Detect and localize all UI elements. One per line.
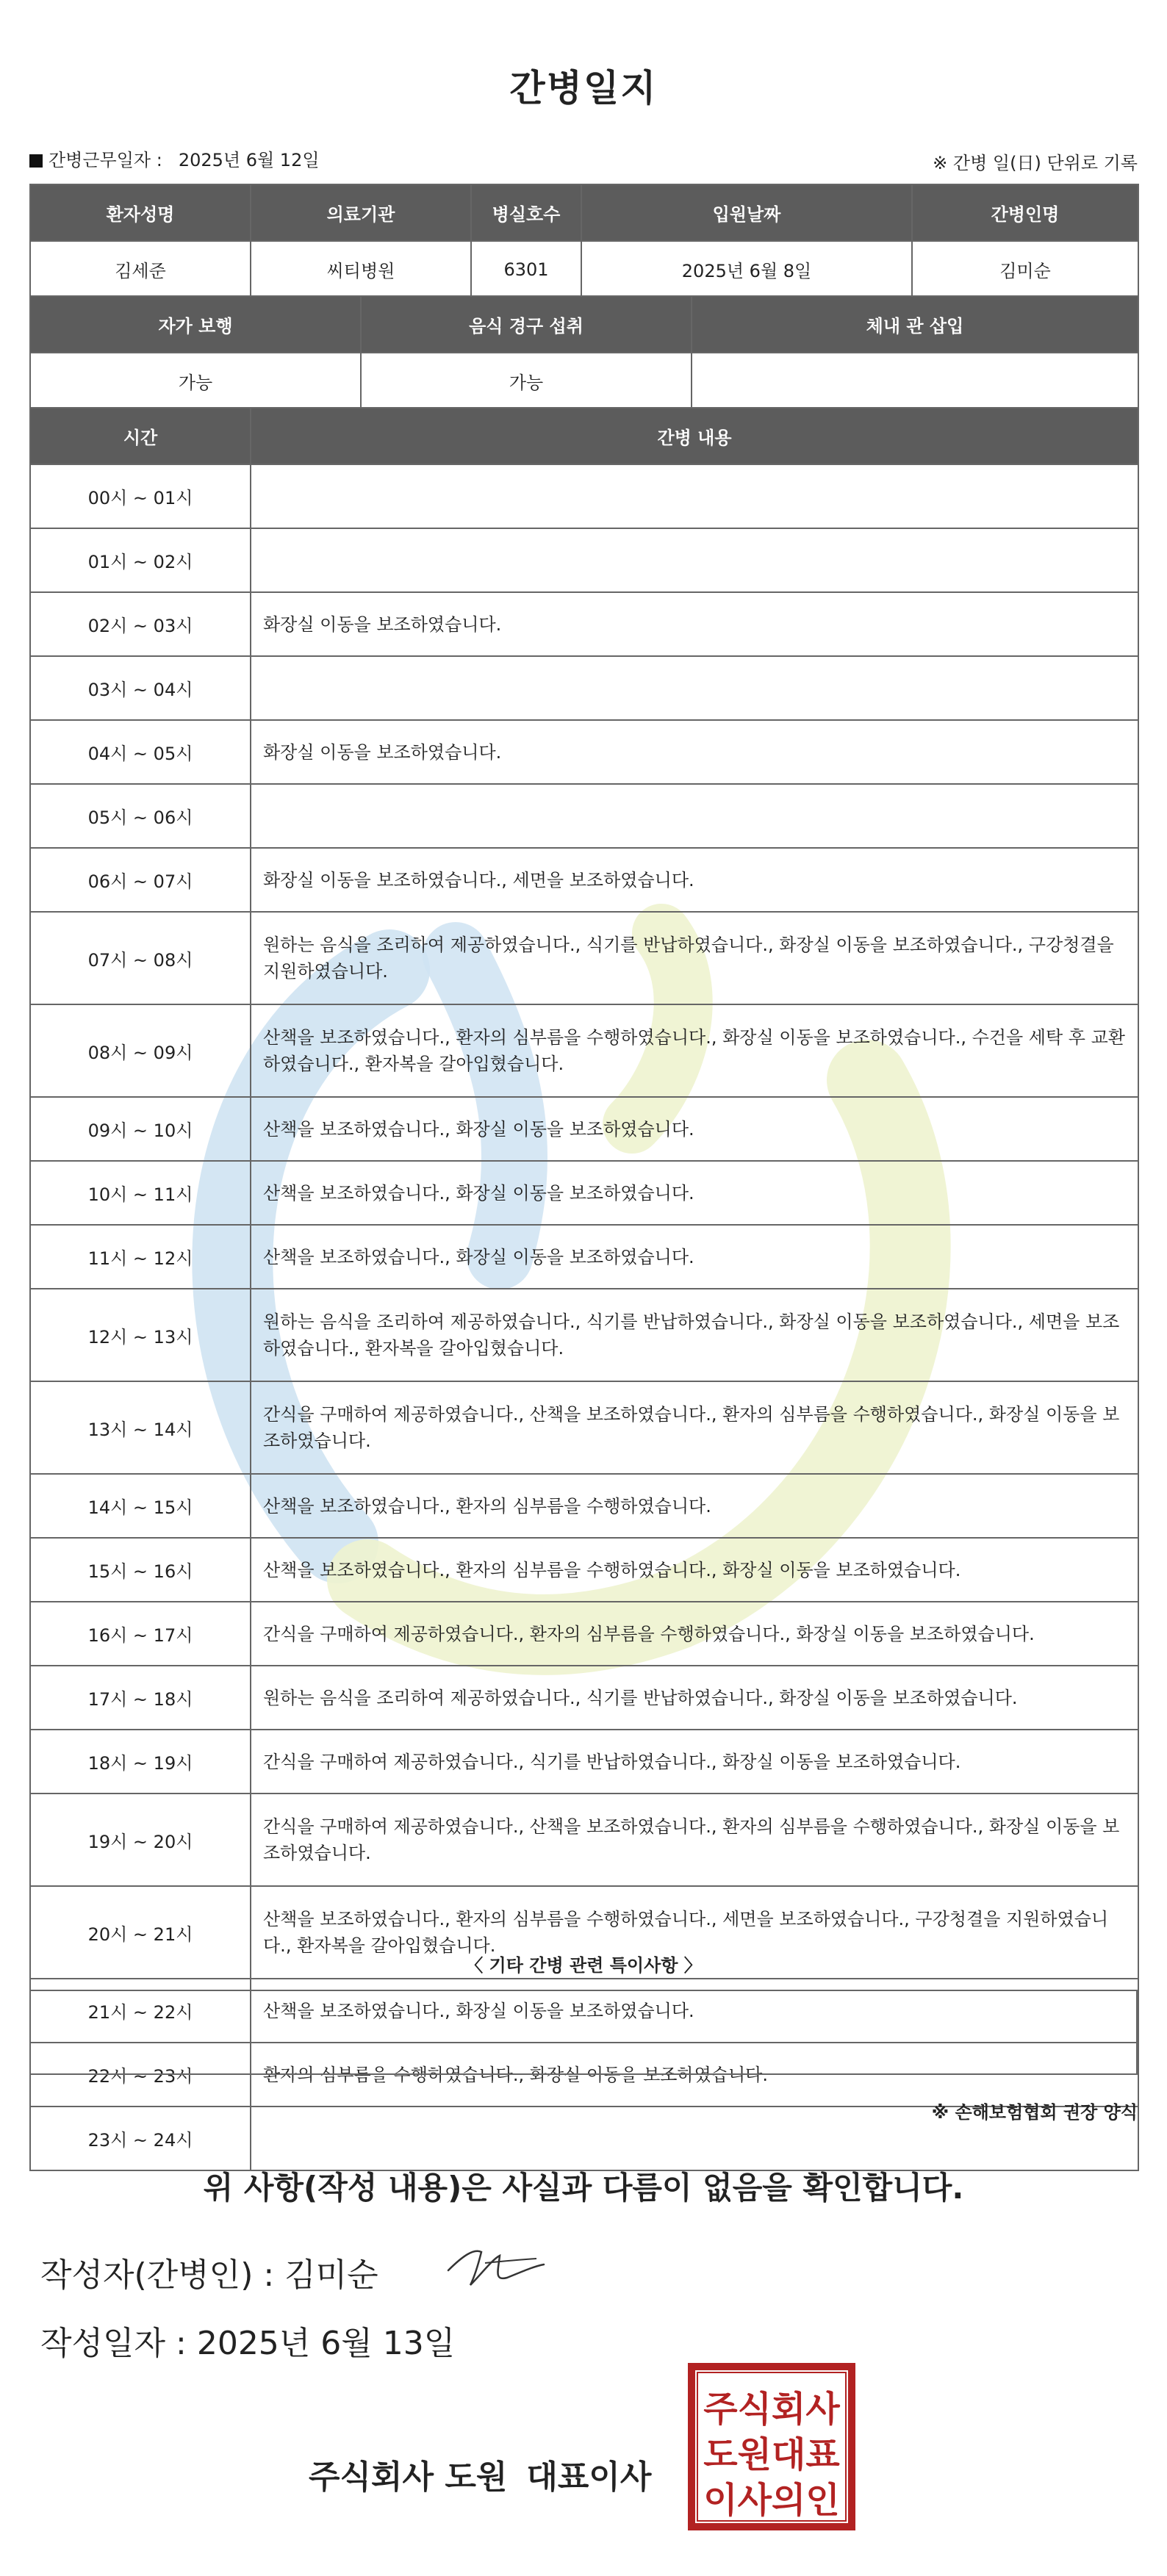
- header-self-walking: 자가 보행: [30, 296, 361, 353]
- time-cell: 02시 ~ 03시: [30, 592, 251, 656]
- time-cell: 17시 ~ 18시: [30, 1666, 251, 1730]
- patient-status-table: [29, 295, 1139, 410]
- content-cell: 산책을 보조하였습니다., 환자의 심부름을 수행하였습니다., 화장실 이동을 보조하였습니다.: [251, 1538, 1138, 1602]
- content-cell: 산책을 보조하였습니다., 화장실 이동을 보조하였습니다.: [251, 1225, 1138, 1289]
- room-number: 6301: [471, 241, 581, 298]
- header-room-number: 병실호수: [471, 184, 581, 241]
- time-cell: 08시 ~ 09시: [30, 1004, 251, 1097]
- work-date-value: 2025년 6월 12일: [178, 150, 320, 170]
- content-cell: [251, 784, 1138, 848]
- table-row: [30, 592, 1138, 656]
- content-cell: 산책을 보조하였습니다., 환자의 심부름을 수행하였습니다., 세면을 보조하였습니다., 구강청결을 지원하였습니다., 환자복을 갈아입혔습니다.: [251, 1886, 1138, 1979]
- time-cell: 22시 ~ 23시: [30, 2043, 251, 2107]
- content-cell: 화장실 이동을 보조하였습니다.: [251, 720, 1138, 784]
- header-caregiver-name: 간병인명: [912, 184, 1138, 241]
- content-cell: 원하는 음식을 조리하여 제공하였습니다., 식기를 반납하였습니다., 화장실 이동을 보조하였습니다., 세면을 보조하였습니다., 환자복을 갈아입혔습니다.: [251, 1289, 1138, 1381]
- content-cell: 간식을 구매하여 제공하였습니다., 산책을 보조하였습니다., 환자의 심부름을 수행하였습니다., 화장실 이동을 보조하였습니다.: [251, 1381, 1138, 1474]
- hospital-name: 씨티병원: [251, 241, 471, 298]
- written-date-label: 작성일자 :: [40, 2325, 187, 2362]
- recommended-form-note: ※ 손해보험협회 권장 양식: [931, 2102, 1138, 2123]
- content-cell: 산책을 보조하였습니다., 화장실 이동을 보조하였습니다.: [251, 1979, 1138, 2043]
- table-row: [30, 1538, 1138, 1602]
- time-cell: 15시 ~ 16시: [30, 1538, 251, 1602]
- special-notes-title: 〈 기타 간병 관련 특이사항 〉: [465, 1955, 702, 1976]
- table-row: [30, 528, 1138, 592]
- content-cell: 간식을 구매하여 제공하였습니다., 식기를 반납하였습니다., 화장실 이동을 보조하였습니다.: [251, 1730, 1138, 1794]
- time-cell: 04시 ~ 05시: [30, 720, 251, 784]
- seal-line-2: 도원대표: [703, 2434, 840, 2475]
- content-cell: [251, 656, 1138, 720]
- time-cell: 11시 ~ 12시: [30, 1225, 251, 1289]
- header-tube-insertion: 체내 관 삽입: [692, 296, 1138, 353]
- content-cell: 환자의 심부름을 수행하였습니다., 화장실 이동을 보조하였습니다.: [251, 2043, 1138, 2107]
- oral-intake-value: 가능: [361, 353, 692, 409]
- company-line: [309, 2450, 651, 2497]
- signature-icon: [441, 2234, 551, 2300]
- time-cell: 18시 ~ 19시: [30, 1730, 251, 1794]
- patient-info-table: [29, 184, 1139, 298]
- time-cell: 06시 ~ 07시: [30, 848, 251, 912]
- writer-line: [40, 2248, 378, 2295]
- representative-title: 대표이사: [526, 2458, 652, 2496]
- admission-date: 2025년 6월 8일: [581, 241, 912, 298]
- writer-label: 작성자(간병인) :: [40, 2256, 275, 2294]
- seal-line-3: 이사의인: [703, 2480, 840, 2521]
- table-row: [30, 848, 1138, 912]
- table-row: [30, 1225, 1138, 1289]
- header-patient-name: 환자성명: [30, 184, 251, 241]
- time-cell: 12시 ~ 13시: [30, 1289, 251, 1381]
- content-cell: 원하는 음식을 조리하여 제공하였습니다., 식기를 반납하였습니다., 화장실 이동을 보조하였습니다.: [251, 1666, 1138, 1730]
- content-cell: 화장실 이동을 보조하였습니다., 세면을 보조하였습니다.: [251, 848, 1138, 912]
- time-cell: 07시 ~ 08시: [30, 912, 251, 1004]
- content-cell: 간식을 구매하여 제공하였습니다., 산책을 보조하였습니다., 환자의 심부름을 수행하였습니다., 화장실 이동을 보조하였습니다.: [251, 1794, 1138, 1886]
- table-row: [30, 720, 1138, 784]
- content-cell: 원하는 음식을 조리하여 제공하였습니다., 식기를 반납하였습니다., 화장실 이동을 보조하였습니다., 구강청결을 지원하였습니다.: [251, 912, 1138, 1004]
- table-row: [30, 784, 1138, 848]
- header-hospital: 의료기관: [251, 184, 471, 241]
- table-row: [30, 912, 1138, 1004]
- table-row: [30, 1666, 1138, 1730]
- table-row: [30, 1161, 1138, 1225]
- time-cell: 23시 ~ 24시: [30, 2107, 251, 2170]
- self-walking-value: 가능: [30, 353, 361, 409]
- table-row: [30, 464, 1138, 528]
- table-row: [30, 1097, 1138, 1161]
- care-log-table: [29, 407, 1139, 2171]
- written-date-value: 2025년 6월 13일: [196, 2325, 456, 2362]
- header-oral-intake: 음식 경구 섭취: [361, 296, 692, 353]
- time-cell: 01시 ~ 02시: [30, 528, 251, 592]
- table-row: [30, 1381, 1138, 1474]
- content-cell: [251, 464, 1138, 528]
- content-cell: 간식을 구매하여 제공하였습니다., 환자의 심부름을 수행하였습니다., 화장실 이동을 보조하였습니다.: [251, 1602, 1138, 1666]
- special-notes-box: [29, 1990, 1138, 2075]
- time-cell: 03시 ~ 04시: [30, 656, 251, 720]
- content-cell: 산책을 보조하였습니다., 화장실 이동을 보조하였습니다.: [251, 1097, 1138, 1161]
- time-cell: 20시 ~ 21시: [30, 1886, 251, 1979]
- square-bullet-icon: [29, 154, 43, 168]
- header-time: 시간: [30, 408, 251, 464]
- header-admission-date: 입원날짜: [581, 184, 912, 241]
- seal-line-1: 주식회사: [703, 2389, 840, 2430]
- time-cell: 05시 ~ 06시: [30, 784, 251, 848]
- table-row: [30, 1730, 1138, 1794]
- table-row: [30, 1474, 1138, 1538]
- table-row: [30, 1602, 1138, 1666]
- tube-insertion-value: [692, 353, 1138, 409]
- time-cell: 19시 ~ 20시: [30, 1794, 251, 1886]
- time-cell: 00시 ~ 01시: [30, 464, 251, 528]
- table-row: [30, 1289, 1138, 1381]
- company-seal-icon: [687, 2362, 856, 2531]
- page-title: 간병일지: [509, 67, 658, 109]
- header-care-content: 간병 내용: [251, 408, 1138, 464]
- writer-name: 김미순: [284, 2256, 378, 2294]
- time-cell: 16시 ~ 17시: [30, 1602, 251, 1666]
- company-name: 주식회사 도원: [309, 2458, 508, 2496]
- patient-name: 김세준: [30, 241, 251, 298]
- content-cell: 화장실 이동을 보조하였습니다.: [251, 592, 1138, 656]
- caregiver-name: 김미순: [912, 241, 1138, 298]
- content-cell: 산책을 보조하였습니다., 환자의 심부름을 수행하였습니다.: [251, 1474, 1138, 1538]
- work-date-label: 간병근무일자 :: [49, 150, 162, 170]
- content-cell: 산책을 보조하였습니다., 환자의 심부름을 수행하였습니다., 화장실 이동을 보조하였습니다., 수건을 세탁 후 교환하였습니다., 환자복을 갈아입혔습니다.: [251, 1004, 1138, 1097]
- time-cell: 13시 ~ 14시: [30, 1381, 251, 1474]
- table-row: [30, 656, 1138, 720]
- time-cell: 10시 ~ 11시: [30, 1161, 251, 1225]
- time-cell: 21시 ~ 22시: [30, 1979, 251, 2043]
- work-date-line: [29, 145, 320, 171]
- content-cell: [251, 528, 1138, 592]
- table-row: [30, 1794, 1138, 1886]
- table-row: [30, 1004, 1138, 1097]
- record-note: ※ 간병 일(日) 단위로 기록: [933, 153, 1138, 173]
- time-cell: 14시 ~ 15시: [30, 1474, 251, 1538]
- confirmation-statement: 위 사항(작성 내용)은 사실과 다름이 없음을 확인합니다.: [203, 2170, 964, 2206]
- time-cell: 09시 ~ 10시: [30, 1097, 251, 1161]
- content-cell: 산책을 보조하였습니다., 화장실 이동을 보조하였습니다.: [251, 1161, 1138, 1225]
- written-date-line: [40, 2317, 455, 2364]
